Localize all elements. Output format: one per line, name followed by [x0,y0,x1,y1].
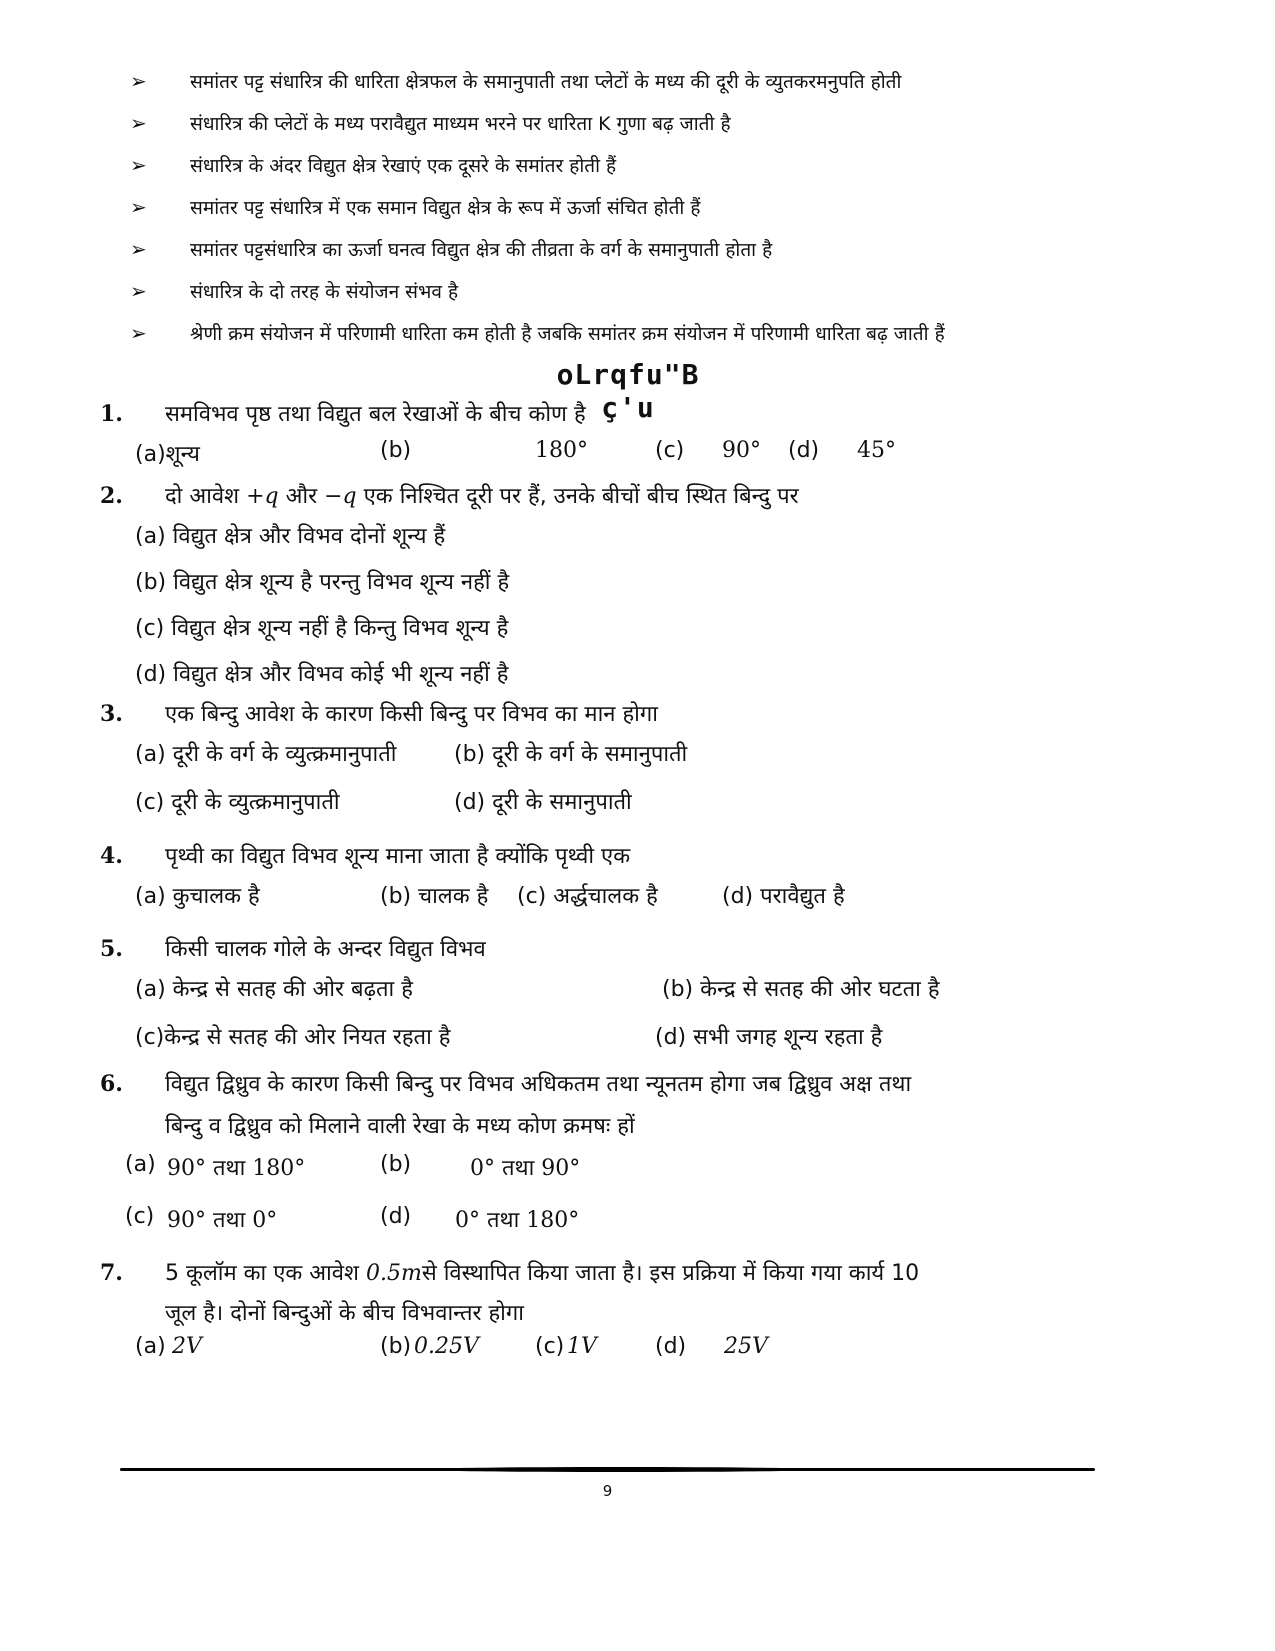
bullet-list [130,68,1130,362]
question-7 [100,1254,1160,1382]
option-c: (c) अर्द्धचालक है [517,884,658,909]
options-row-2 [100,1021,1160,1069]
question-3 [100,692,1160,834]
bullet-text: संधारित्र की प्लेटों के मध्य परावैद्युत माध्यम भरने पर धारिता K गुणा बढ़ जाती है [190,113,731,135]
bullet-item [130,110,1130,152]
question-text: 5 कूलॉम का एक आवेश 0.5mसे विस्थापित किया जाता है। इस प्रक्रिया में किया गया कार्य 10 जूल है। दोनों बिन्दुओं के बीच विभवान्तर होगा [165,1261,920,1326]
arrow-icon: ➢ [130,279,147,303]
charge-negative: −q [324,484,357,509]
option-a: (a) कुचालक है [135,884,260,909]
question-6 [100,1064,1160,1256]
option-c: (c) विद्युत क्षेत्र शून्य नहीं है किन्तु विभव शून्य है [135,616,509,641]
option-c: (c)केन्द्र से सतह की ओर नियत रहता है [135,1025,451,1050]
bullet-item [130,194,1130,236]
bullet-item [130,320,1130,362]
question-number: 2. [100,483,123,509]
bullet-text: समांतर पट्ट संधारित्र की धारिता क्षेत्रफल के समानुपाती तथा प्लेटों के मध्य की दूरी के व्युतकरमनुपति होती [190,71,902,93]
option-d: (d) दूरी के समानुपाती [454,790,632,815]
option-d-value: 25V [724,1334,768,1359]
option-a: (a) विद्युत क्षेत्र और विभव दोनों शून्य हैं [135,524,446,549]
options [100,880,1160,928]
option-c: (c) [125,1204,155,1229]
option-b: (b) केन्द्र से सतह की ओर घटता है [662,977,940,1002]
footer-divider [120,1468,1095,1471]
option-a: (a) [135,1334,166,1359]
option-b: (b) विद्युत क्षेत्र शून्य है परन्तु विभव शून्य नहीं है [135,570,510,595]
question-text: दो आवेश +q और −q एक निश्चित दूरी पर हैं, उनके बीचों बीच स्थित बिन्दु पर [165,484,799,509]
bullet-text: समांतर पट्टसंधारित्र का ऊर्जा घनत्व विद्युत क्षेत्र की तीव्रता के वर्ग के समानुपाती होता है [190,239,773,261]
option-c-value: 1V [567,1334,597,1359]
charge-positive: +q [246,484,279,509]
options-row-1 [100,1152,1160,1204]
option-b-value: 0° तथा 90° [470,1156,581,1181]
bullet-text: संधारित्र के अंदर विद्युत क्षेत्र रेखाएं एक दूसरे के समांतर होती हैं [190,155,617,177]
bullet-item [130,68,1130,110]
question-text: पृथ्वी का विद्युत विभव शून्य माना जाता है क्योंकि पृथ्वी एक [165,844,631,869]
question-number: 4. [100,843,123,869]
option-a: (a) दूरी के वर्ग के व्युत्क्रमानुपाती [135,742,397,767]
question-5 [100,927,1160,1069]
options [100,1334,1160,1382]
bullet-text: समांतर पट्ट संधारित्र में एक समान विद्युत क्षेत्र के रूप में ऊर्जा संचित होती हैं [190,197,701,219]
question-number: 1. [100,401,123,427]
option-d: (d) [788,438,820,463]
options-row-2 [100,786,1160,834]
option-c-value: 90° [722,438,761,463]
option-d-value: 0° तथा 180° [455,1208,580,1233]
option-a: (a) [125,1152,156,1177]
options-row-1 [100,738,1160,786]
option-a: (a) केन्द्र से सतह की ओर बढ़ता है [135,977,413,1002]
option-b-value: 0.25V [414,1334,479,1359]
question-number: 6. [100,1071,123,1097]
question-text: एक बिन्दु आवेश के कारण किसी बिन्दु पर विभव का मान होगा [165,702,658,727]
option-a: (a)शून्य [135,442,200,467]
option-b-value: 180° [535,438,588,463]
option-c: (c) दूरी के व्युत्क्रमानुपाती [135,790,340,815]
option-d: (d) विद्युत क्षेत्र और विभव कोई भी शून्य नहीं है [135,662,509,687]
option-d: (d) सभी जगह शून्य रहता है [655,1025,883,1050]
option-c: (c) [655,438,685,463]
question-text: समविभव पृष्ठ तथा विद्युत बल रेखाओं के बीच कोण है [165,402,586,427]
option-d: (d) परावैद्युत है [722,884,845,909]
option-d: (d) [655,1334,687,1359]
arrow-icon: ➢ [130,111,147,135]
options-row-2 [100,1204,1160,1256]
question-2 [100,474,1160,704]
bullet-item [130,278,1130,320]
option-d: (d) [380,1204,412,1229]
option-b: (b) [380,1334,412,1359]
option-b: (b) दूरी के वर्ग के समानुपाती [454,742,688,767]
section-heading: oLrqfu"B ç'u [556,358,700,424]
option-d-value: 45° [857,438,896,463]
bullet-text: श्रेणी क्रम संयोजन में परिणामी धारिता कम होती है जबकि समांतर क्रम संयोजन में परिणामी धारिता बढ़ जाती हैं [190,323,945,345]
question-number: 5. [100,936,123,962]
question-4 [100,834,1160,928]
arrow-icon: ➢ [130,153,147,177]
question-number: 7. [100,1260,123,1286]
option-b: (b) [380,438,412,463]
bullet-text: संधारित्र के दो तरह के संयोजन संभव है [190,281,459,303]
bullet-item [130,152,1130,194]
option-c-value: 90° तथा 0° [167,1208,278,1233]
option-b: (b) चालक है [380,884,489,909]
page-number: 9 [602,1482,613,1500]
option-a-value: 90° तथा 180° [167,1156,306,1181]
arrow-icon: ➢ [130,237,147,261]
bullet-item [130,236,1130,278]
arrow-icon: ➢ [130,321,147,345]
question-text: विद्युत द्विध्रुव के कारण किसी बिन्दु पर विभव अधिकतम तथा न्यूनतम होगा जब द्विध्रुव अक्ष तथा बिन्दु व द्विध्रुव को मिलाने वाली रेखा के मध्य कोण क्रमषः हों [165,1072,912,1139]
options-row-1 [100,973,1160,1021]
arrow-icon: ➢ [130,195,147,219]
arrow-icon: ➢ [130,69,147,93]
question-text: किसी चालक गोले के अन्दर विद्युत विभव [165,937,486,962]
option-a-value: 2V [172,1334,202,1359]
question-1 [100,392,1160,486]
question-number: 3. [100,701,123,727]
distance-value: 0.5m [365,1261,422,1286]
option-b: (b) [380,1152,412,1177]
option-c: (c) [535,1334,565,1359]
